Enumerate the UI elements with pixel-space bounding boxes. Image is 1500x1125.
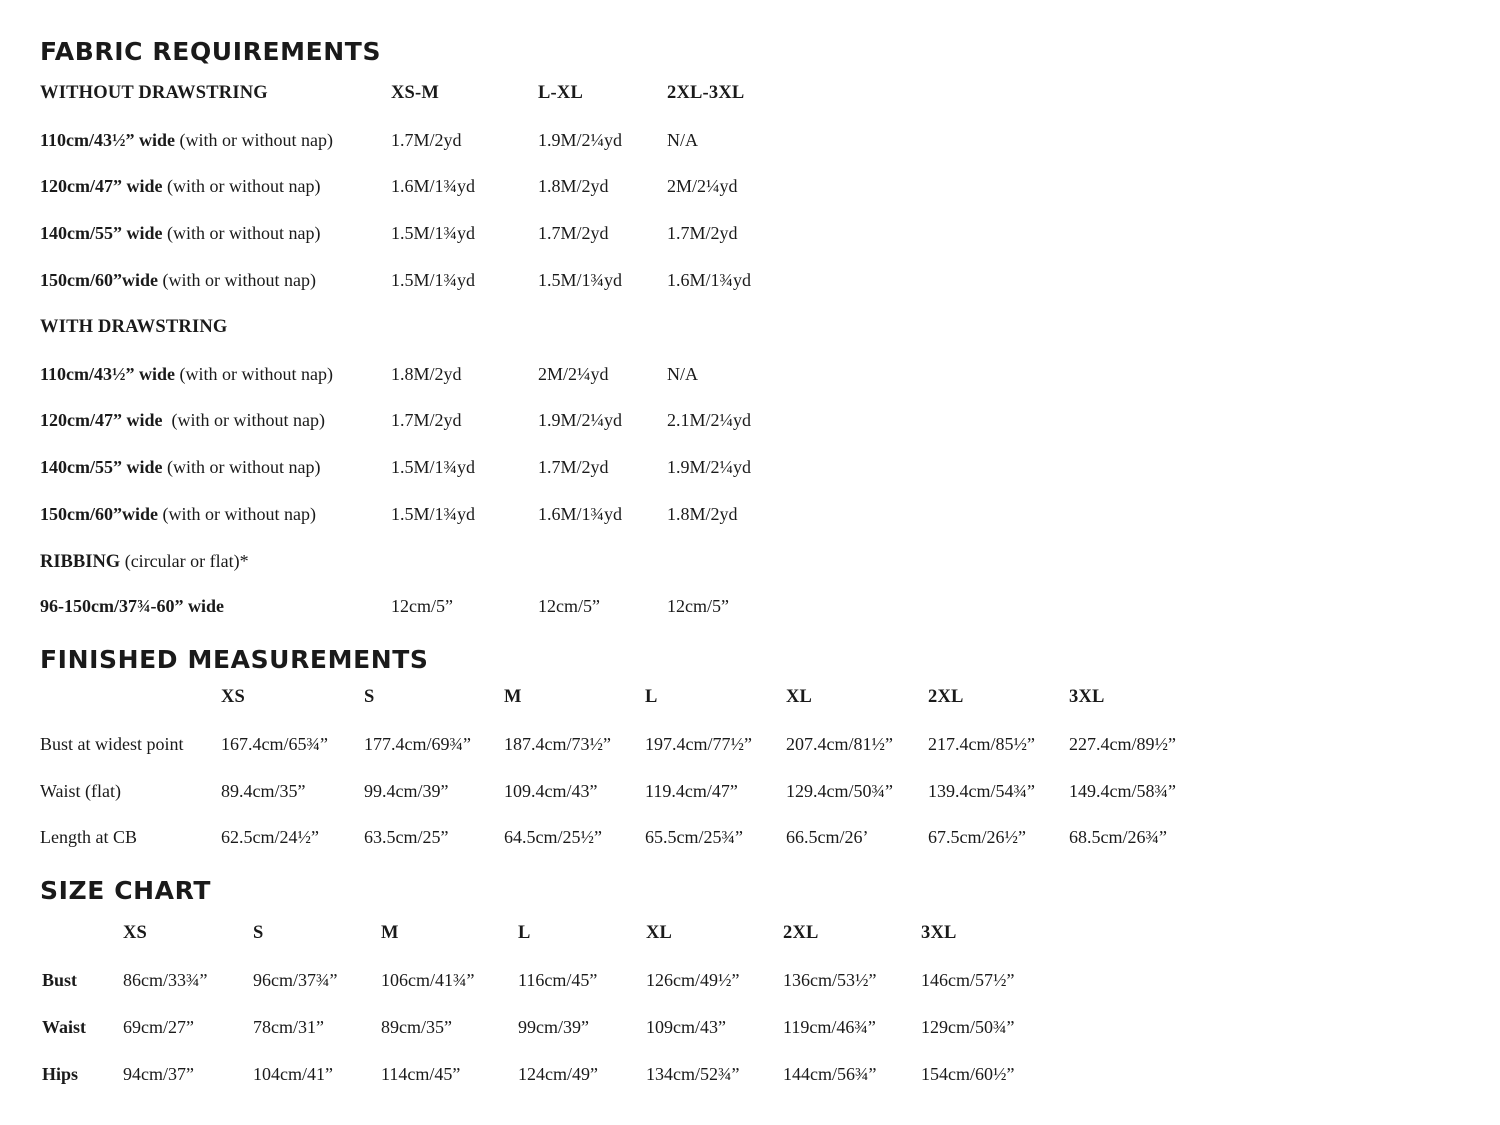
- measurement-value: 68.5cm/26¾”: [1069, 827, 1167, 847]
- measurement-value: 66.5cm/26’: [786, 827, 869, 847]
- body-measurement-value: 136cm/53½”: [783, 970, 877, 990]
- size-chart-header-row: [0, 922, 1500, 952]
- measurement-value: 129.4cm/50¾”: [786, 781, 893, 801]
- body-measurement-value: 129cm/50¾”: [921, 1017, 1015, 1037]
- body-measurement-value: 109cm/43”: [646, 1017, 726, 1037]
- yardage-value: 1.6M/1¾yd: [391, 176, 476, 196]
- without-drawstring-header-row: [0, 82, 1500, 112]
- yardage-value: 1.5M/1¾yd: [391, 270, 476, 290]
- measurement-value: 109.4cm/43”: [504, 781, 598, 801]
- fabric-width-label: [40, 503, 316, 525]
- with-drawstring-header-row: [0, 316, 1500, 346]
- measurement-value: 139.4cm/54¾”: [928, 781, 1035, 801]
- size-header: 3XL: [1069, 687, 1105, 707]
- yardage-value: 1.7M/2yd: [391, 410, 462, 430]
- nap-note: (with or without nap): [162, 176, 321, 196]
- yardage-value: 1.6M/1¾yd: [667, 270, 752, 290]
- body-measurement-value: 106cm/41¾”: [381, 970, 475, 990]
- body-measurement-value: 126cm/49½”: [646, 970, 740, 990]
- size-header: S: [364, 687, 375, 707]
- nap-note: (with or without nap): [157, 270, 316, 290]
- body-measurement-value: 89cm/35”: [381, 1017, 452, 1037]
- fabric-row: [0, 129, 1500, 159]
- yardage-value: 1.9M/2¼yd: [538, 130, 623, 150]
- measurement-value: 67.5cm/26½”: [928, 827, 1026, 847]
- ribbing-value: 12cm/5”: [667, 596, 729, 616]
- measurement-value: 217.4cm/85½”: [928, 734, 1035, 754]
- yardage-value: N/A: [667, 130, 698, 150]
- body-measurement-row: [0, 1063, 1500, 1093]
- fabric-width: 120cm/47” wide: [40, 410, 163, 430]
- body-measurement-value: 104cm/41”: [253, 1064, 333, 1084]
- measurement-value: 187.4cm/73½”: [504, 734, 611, 754]
- ribbing-value: 12cm/5”: [538, 596, 600, 616]
- fabric-row: [0, 503, 1500, 533]
- body-measurement-value: 144cm/56¾”: [783, 1064, 877, 1084]
- measurement-value: 227.4cm/89½”: [1069, 734, 1176, 754]
- yardage-value: 1.5M/1¾yd: [391, 223, 476, 243]
- fabric-width-label: [40, 129, 333, 151]
- body-measurement-value: 146cm/57½”: [921, 970, 1015, 990]
- size-header: XL: [786, 687, 813, 707]
- size-header: M: [381, 923, 399, 943]
- body-measurement-value: 99cm/39”: [518, 1017, 589, 1037]
- ribbing-row: [0, 595, 1500, 625]
- yardage-value: 2.1M/2¼yd: [667, 410, 752, 430]
- measurement-row: [0, 733, 1500, 763]
- size-header: M: [504, 687, 522, 707]
- nap-note: (with or without nap): [157, 504, 316, 524]
- body-measurement-row: [0, 1016, 1500, 1046]
- yardage-value: 1.9M/2¼yd: [538, 410, 623, 430]
- body-measurement-label: Bust: [42, 970, 78, 990]
- body-measurement-value: 134cm/52¾”: [646, 1064, 740, 1084]
- body-measurement-value: 94cm/37”: [123, 1064, 194, 1084]
- fabric-row: [0, 456, 1500, 486]
- yardage-value: 1.5M/1¾yd: [538, 270, 623, 290]
- body-measurement-value: 69cm/27”: [123, 1017, 194, 1037]
- fabric-width-label: [40, 456, 320, 478]
- yardage-value: 1.5M/1¾yd: [391, 504, 476, 524]
- nap-note: (with or without nap): [175, 364, 333, 384]
- measurement-value: 207.4cm/81½”: [786, 734, 893, 754]
- fabric-row: [0, 363, 1500, 393]
- yardage-value: 1.9M/2¼yd: [667, 457, 752, 477]
- fabric-width-label: [40, 363, 333, 385]
- body-measurement-label: Hips: [42, 1064, 79, 1084]
- fabric-width: 150cm/60”wide: [40, 270, 158, 290]
- fabric-width-label: [40, 175, 320, 197]
- yardage-value: 2M/2¼yd: [667, 176, 738, 196]
- fabric-row: [0, 222, 1500, 252]
- size-header: L: [645, 687, 658, 707]
- nap-note: (with or without nap): [162, 457, 321, 477]
- body-measurement-value: 119cm/46¾”: [783, 1017, 876, 1037]
- fabric-width-label: [40, 409, 325, 431]
- measurement-label: Length at CB: [40, 827, 137, 847]
- nap-note: (with or without nap): [162, 410, 325, 430]
- measurement-value: 64.5cm/25½”: [504, 827, 602, 847]
- yardage-value: N/A: [667, 364, 698, 384]
- body-measurement-value: 116cm/45”: [518, 970, 598, 990]
- measurement-label: Bust at widest point: [40, 734, 184, 754]
- measurement-row: [0, 826, 1500, 856]
- measurement-value: 65.5cm/25¾”: [645, 827, 743, 847]
- size-group-header: XS-M: [391, 83, 440, 103]
- fabric-requirements-heading: FABRIC REQUIREMENTS: [40, 37, 382, 66]
- yardage-value: 1.8M/2yd: [667, 504, 738, 524]
- size-header: 2XL: [783, 923, 819, 943]
- fabric-width: 110cm/43½” wide: [40, 364, 175, 384]
- body-measurement-value: 154cm/60½”: [921, 1064, 1015, 1084]
- yardage-value: 1.7M/2yd: [538, 223, 609, 243]
- fabric-width: 150cm/60”wide: [40, 504, 158, 524]
- yardage-value: 2M/2¼yd: [538, 364, 609, 384]
- measurement-value: 89.4cm/35”: [221, 781, 306, 801]
- fabric-width-label: [40, 222, 320, 244]
- measurement-value: 177.4cm/69¾”: [364, 734, 471, 754]
- finished-size-header-row: [0, 686, 1500, 716]
- body-measurement-value: 86cm/33¾”: [123, 970, 208, 990]
- measurement-value: 149.4cm/58¾”: [1069, 781, 1176, 801]
- yardage-value: 1.7M/2yd: [538, 457, 609, 477]
- yardage-value: 1.7M/2yd: [391, 130, 462, 150]
- fabric-width: 110cm/43½” wide: [40, 130, 175, 150]
- size-header: L: [518, 923, 531, 943]
- size-chart-heading: SIZE CHART: [40, 876, 212, 905]
- measurement-value: 119.4cm/47”: [645, 781, 738, 801]
- size-header: XL: [646, 923, 673, 943]
- ribbing-label: [40, 550, 249, 573]
- with-drawstring-label: WITH DRAWSTRING: [40, 317, 228, 337]
- body-measurement-row: [0, 969, 1500, 999]
- fabric-width: 140cm/55” wide: [40, 223, 163, 243]
- ribbing-title: RIBBING: [40, 552, 121, 572]
- fabric-width-label: [40, 269, 316, 291]
- without-drawstring-label: WITHOUT DRAWSTRING: [40, 83, 268, 103]
- finished-measurements-heading: FINISHED MEASUREMENTS: [40, 645, 429, 674]
- ribbing-width: 96-150cm/37¾-60” wide: [40, 596, 224, 616]
- measurement-value: 63.5cm/25”: [364, 827, 449, 847]
- measurement-value: 197.4cm/77½”: [645, 734, 752, 754]
- size-group-header: L-XL: [538, 83, 583, 103]
- measurement-label: Waist (flat): [40, 781, 122, 801]
- nap-note: (with or without nap): [162, 223, 321, 243]
- fabric-row: [0, 409, 1500, 439]
- measurement-value: 62.5cm/24½”: [221, 827, 319, 847]
- ribbing-header-row: [0, 550, 1500, 580]
- body-measurement-value: 124cm/49”: [518, 1064, 598, 1084]
- nap-note: (with or without nap): [175, 130, 333, 150]
- fabric-width: 140cm/55” wide: [40, 457, 163, 477]
- size-header: XS: [221, 687, 246, 707]
- body-measurement-value: 114cm/45”: [381, 1064, 461, 1084]
- body-measurement-label: Waist: [42, 1017, 87, 1037]
- measurement-value: 167.4cm/65¾”: [221, 734, 328, 754]
- ribbing-value: 12cm/5”: [391, 596, 453, 616]
- yardage-value: 1.8M/2yd: [538, 176, 609, 196]
- size-header: 2XL: [928, 687, 964, 707]
- yardage-value: 1.5M/1¾yd: [391, 457, 476, 477]
- measurement-value: 99.4cm/39”: [364, 781, 449, 801]
- yardage-value: 1.8M/2yd: [391, 364, 462, 384]
- body-measurement-value: 96cm/37¾”: [253, 970, 338, 990]
- size-group-header: 2XL-3XL: [667, 83, 745, 103]
- yardage-value: 1.7M/2yd: [667, 223, 738, 243]
- yardage-value: 1.6M/1¾yd: [538, 504, 623, 524]
- body-measurement-value: 78cm/31”: [253, 1017, 324, 1037]
- measurement-row: [0, 780, 1500, 810]
- size-header: XS: [123, 923, 148, 943]
- fabric-width: 120cm/47” wide: [40, 176, 163, 196]
- fabric-row: [0, 175, 1500, 205]
- size-header: S: [253, 923, 264, 943]
- size-header: 3XL: [921, 923, 957, 943]
- fabric-row: [0, 269, 1500, 299]
- ribbing-note: (circular or flat)*: [120, 551, 249, 571]
